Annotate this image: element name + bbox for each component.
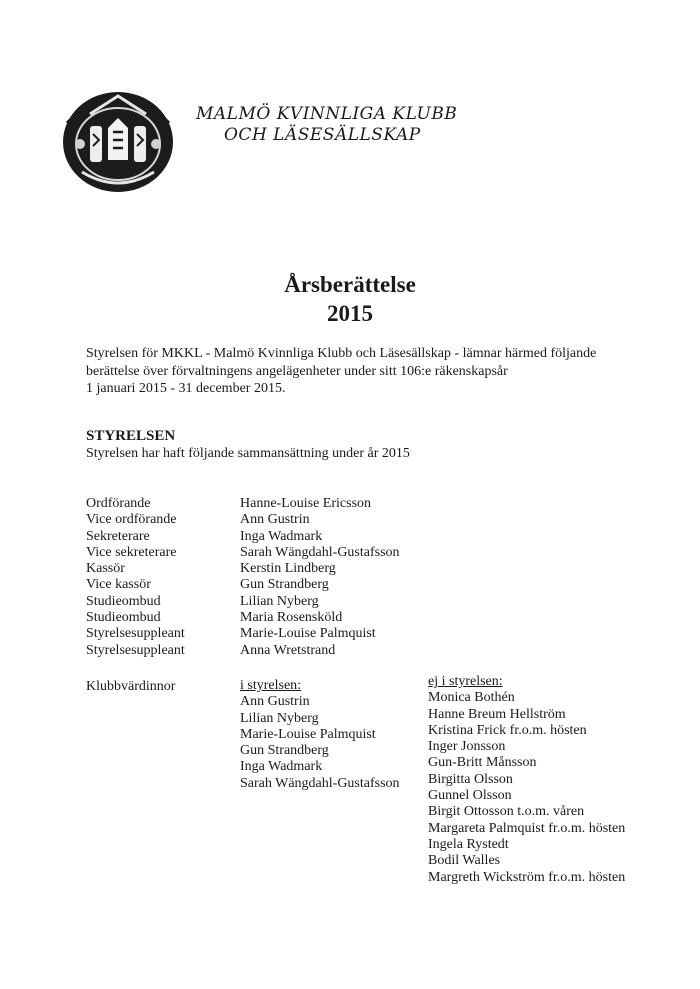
- hostesses-not-in-board-list: [428, 674, 625, 886]
- document-title: [0, 270, 700, 328]
- list-item: Margareta Palmquist fr.o.m. hösten: [428, 820, 626, 836]
- list-item: Ann Gustrin: [240, 694, 310, 710]
- klubbvardinnor-label: Klubbvärdinnor: [86, 679, 176, 694]
- board-member-name: Lilian Nyberg: [240, 593, 319, 609]
- board-role: Kassör: [86, 561, 125, 577]
- board-role: Styrelsesuppleant: [86, 642, 185, 658]
- intro-paragraph: [86, 345, 646, 398]
- hostesses-in-board-header: i styrelsen:: [240, 678, 302, 693]
- board-role: Studieombud: [86, 610, 161, 626]
- list-item: Kristina Frick fr.o.m. hösten: [428, 722, 587, 738]
- list-item: Hanne Breum Hellström: [428, 706, 566, 722]
- list-item: Bodil Walles: [428, 853, 501, 869]
- board-member-name: Kerstin Lindberg: [240, 561, 336, 577]
- hostesses-in-board-list: [240, 678, 400, 792]
- list-item: Birgitta Olsson: [428, 771, 513, 787]
- board-member-name: Ann Gustrin: [240, 512, 310, 528]
- title-heading: Årsberättelse: [284, 272, 416, 297]
- board-role: Vice sekreterare: [86, 544, 177, 560]
- org-name-line1: MALMÖ KVINNLIGA KLUBB: [196, 104, 458, 124]
- board-role: Styrelsesuppleant: [86, 626, 185, 642]
- board-names-list: [240, 496, 400, 659]
- list-item: Lilian Nyberg: [240, 710, 319, 726]
- board-role: Studieombud: [86, 593, 161, 609]
- board-member-name: Gun Strandberg: [240, 577, 329, 593]
- list-item: Inga Wadmark: [240, 759, 323, 775]
- mkkl-emblem-icon: [60, 84, 176, 196]
- list-item: Monica Bothén: [428, 690, 515, 706]
- board-role: Ordförande: [86, 496, 151, 511]
- title-year: 2015: [327, 301, 373, 326]
- list-item: Gun-Britt Månsson: [428, 755, 537, 771]
- intro-line: berättelse över förvaltningens angelägenheter under sitt 106:e räkenskapsår: [86, 363, 508, 379]
- list-item: Margreth Wickström fr.o.m. hösten: [428, 869, 626, 885]
- section-heading: STYRELSEN: [86, 428, 176, 444]
- organization-name: [196, 104, 457, 146]
- board-role: Vice kassör: [86, 577, 151, 593]
- board-member-name: Inga Wadmark: [240, 528, 323, 544]
- list-item: Marie-Louise Palmquist: [240, 726, 376, 742]
- board-member-name: Maria Rosensköld: [240, 610, 343, 626]
- list-item: Sarah Wängdahl-Gustafsson: [240, 775, 400, 791]
- board-roles-list: [86, 496, 185, 659]
- list-item: Gunnel Olsson: [428, 788, 512, 804]
- board-role: Sekreterare: [86, 528, 150, 544]
- board-role: Vice ordförande: [86, 512, 177, 528]
- list-item: Birgit Ottosson t.o.m. våren: [428, 804, 585, 820]
- board-member-name: Hanne-Louise Ericsson: [240, 496, 372, 511]
- list-item: Inger Jonsson: [428, 739, 506, 755]
- board-member-name: Anna Wretstrand: [240, 642, 336, 658]
- board-member-name: Marie-Louise Palmquist: [240, 626, 376, 642]
- list-item: Ingela Rystedt: [428, 836, 509, 852]
- board-member-name: Sarah Wängdahl-Gustafsson: [240, 544, 400, 560]
- hostesses-not-in-board-header: ej i styrelsen:: [428, 674, 503, 689]
- org-name-line2: OCH LÄSESÄLLSKAP: [224, 125, 421, 145]
- intro-line: Styrelsen för MKKL - Malmö Kvinnliga Klubb och Läsesällskap - lämnar härmed följande: [86, 346, 597, 361]
- intro-line: 1 januari 2015 - 31 december 2015.: [86, 381, 286, 396]
- list-item: Gun Strandberg: [240, 743, 329, 759]
- section-subtitle: Styrelsen har haft följande sammansättning under år 2015: [86, 446, 410, 461]
